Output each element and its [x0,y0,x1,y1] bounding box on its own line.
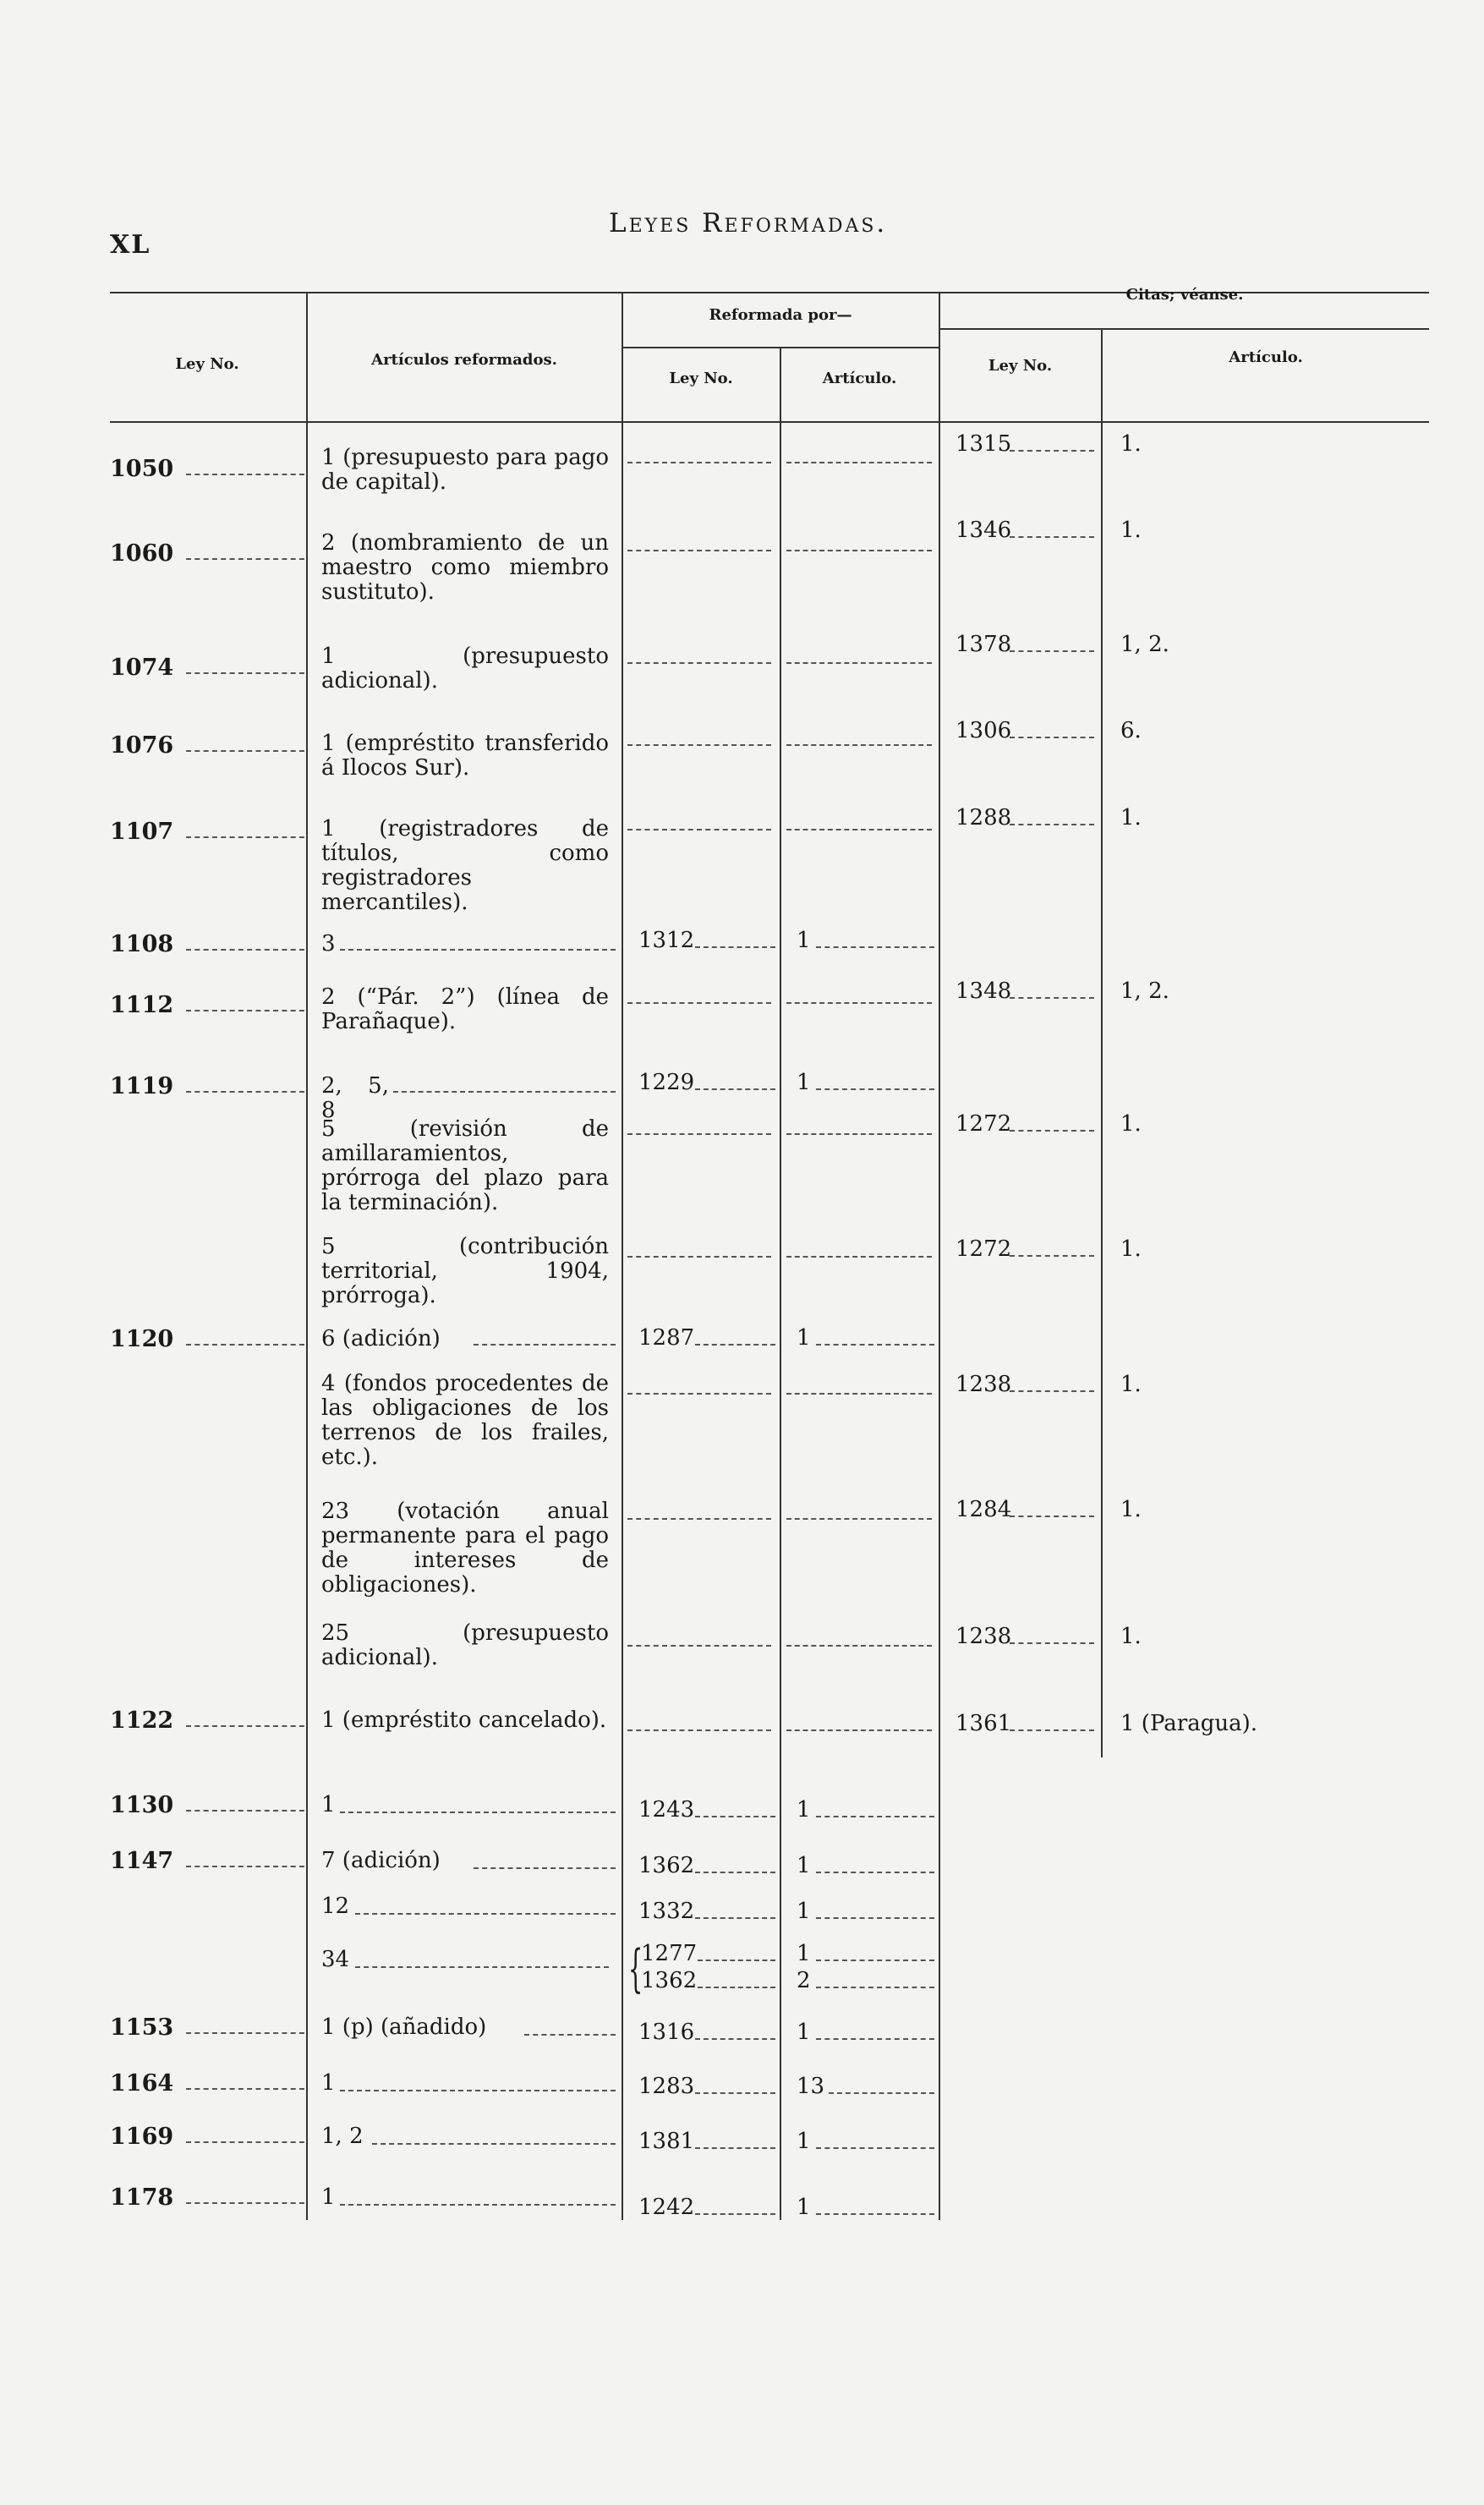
articulo-text: 5 (contribución territorial, 1904, prórroga). [321,1234,609,1308]
ref-articulo: 1 [797,1070,811,1095]
leader-dots [474,1867,616,1869]
cita-articulo: 1. [1120,1236,1142,1262]
leader-dots [786,1256,932,1258]
articulo-text: 1 (p) (añadido) [321,2014,487,2040]
leader-dots [186,474,304,475]
leader-dots [1010,1390,1094,1392]
leader-dots [816,1088,934,1090]
ley-number: 1122 [110,1708,174,1734]
leader-dots [1010,1729,1094,1731]
leader-dots [1010,1130,1094,1132]
cita-ley: 1315 [956,431,1012,457]
ley-number: 1050 [110,457,174,482]
ref-articulo: 1 [797,2129,811,2154]
leader-dots [816,1872,934,1873]
leader-dots [186,558,304,560]
articulo-text: 1 (registradores de títulos, como registradores mercantiles). [321,816,609,915]
leader-dots [786,1002,932,1004]
articulo-text: 7 (adición) [321,1848,441,1873]
leader-dots [186,1010,304,1011]
leader-dots [698,1987,775,1988]
articulo-text: 1 (presupuesto para pago de capital). [321,445,609,495]
articulo-text: 5 (revisión de amillaramientos, prórroga del plazo para la terminación). [321,1116,609,1215]
leader-dots [627,1002,771,1004]
leader-dots [695,2092,775,2094]
ref-ley: 1243 [638,1797,695,1823]
cita-ley: 1378 [956,632,1012,657]
ley-number: 1107 [110,819,174,845]
articulo-text: 1, 2 [321,2124,364,2149]
articulo-text: 2 (“Pár. 2”) (línea de Parañaque). [321,984,609,1034]
leader-dots [186,2032,304,2034]
leader-dots [786,662,932,664]
leader-dots [627,1729,771,1731]
leader-dots [355,1913,616,1915]
leader-dots [627,829,771,830]
cita-ley: 1272 [956,1111,1012,1137]
brace: { [628,1939,643,1998]
leader-dots [786,1729,932,1731]
col-header-cita-articulo: Artículo. [1229,348,1303,366]
ref-ley: 1283 [638,2074,695,2099]
col-header-cita-ley-no: Ley No. [988,357,1053,375]
ley-number: 1074 [110,655,174,681]
cita-articulo: 1 (Paragua). [1120,1711,1258,1736]
cita-articulo: 1. [1120,1624,1142,1649]
ley-number: 1119 [110,1074,174,1099]
cita-articulo: 1, 2. [1120,632,1169,657]
cita-ley: 1238 [956,1624,1012,1649]
col-rule-5 [1101,328,1103,1757]
leader-dots [786,829,932,830]
articulo-text: 34 [321,1947,350,1972]
ley-number: 1178 [110,2185,174,2211]
cita-ley: 1306 [956,718,1012,743]
ref-ley: 1287 [638,1325,695,1351]
leader-dots [627,662,771,664]
ref-ley: 1332 [638,1899,695,1924]
ref-articulo: 13 [797,2074,825,2099]
ley-number: 1112 [110,993,174,1018]
leader-dots [186,2088,304,2090]
leader-dots [627,744,771,746]
leader-dots [186,836,304,838]
ley-number: 1108 [110,932,174,957]
ley-number: 1169 [110,2124,174,2150]
ley-number: 1130 [110,1793,174,1818]
col-header-ref-articulo: Artículo. [822,370,897,387]
ref-ley: 1362 [641,1968,698,1993]
articulo-text: 6 (adición) [321,1326,441,1351]
col-header-ley-no: Ley No. [175,355,239,373]
articulo-text: 1 [321,2070,336,2096]
leader-dots [186,1725,304,1727]
leader-dots [786,462,932,463]
leader-dots [816,1960,934,1961]
leader-dots [627,1518,771,1520]
leader-dots [1010,737,1094,738]
leader-dots [1010,450,1094,452]
leader-dots [695,946,775,948]
cita-ley: 1346 [956,518,1012,543]
cita-ley: 1238 [956,1372,1012,1397]
col-rule-4 [939,292,940,2220]
leader-dots [816,1917,934,1919]
leader-dots [786,1133,932,1135]
leader-dots [1010,650,1094,652]
leader-dots [786,1645,932,1647]
col-header-articulos: Artículos reformados. [371,351,557,369]
ref-ley: 1312 [638,928,695,953]
leader-dots [816,2147,934,2149]
col-header-ref-ley-no: Ley No. [669,370,733,387]
leader-dots [816,1987,934,1988]
leader-dots [1010,536,1094,538]
ref-articulo: 1 [797,1325,811,1351]
leader-dots [186,750,304,752]
articulo-text: 2, 5, 8 [321,1073,389,1123]
leader-dots [355,1966,609,1968]
articulo-text: 1 [321,1792,336,1817]
leader-dots [186,1866,304,1867]
col-rule-1 [306,292,308,2220]
leader-dots [829,2092,934,2094]
ley-number: 1164 [110,2071,174,2097]
leader-dots [474,1344,616,1346]
ref-ley: 1316 [638,2020,695,2045]
ref-articulo: 2 [797,1968,811,1993]
articulo-text: 2 (nombramiento de un maestro como miembro sustituto). [321,530,609,605]
leader-dots [695,1088,775,1090]
ref-ley: 1242 [638,2195,695,2220]
leader-dots [816,1344,934,1346]
articulo-text: 12 [321,1894,350,1919]
ref-ley: 1381 [638,2129,695,2154]
ley-number: 1120 [110,1327,174,1352]
leader-dots [627,1133,771,1135]
leader-dots [627,462,771,463]
cita-articulo: 1. [1120,518,1142,543]
leader-dots [695,2147,775,2149]
leader-dots [695,1816,775,1817]
ref-articulo: 1 [797,1899,811,1924]
col-rule-3 [780,347,781,2220]
header-bottom-rule [110,421,1429,423]
col-header-citas: Citas; véanse. [1125,286,1244,304]
cita-articulo: 1. [1120,1372,1142,1397]
leader-dots [816,2213,934,2215]
leader-dots [816,2038,934,2040]
leader-dots [1010,1516,1094,1517]
leader-dots [340,949,616,951]
leader-dots [695,2213,775,2215]
cita-articulo: 1. [1120,1111,1142,1137]
cita-ley: 1272 [956,1236,1012,1262]
ref-ley: 1362 [638,1853,695,1878]
leader-dots [186,1810,304,1812]
cita-articulo: 1. [1120,1497,1142,1522]
ley-number: 1060 [110,541,174,567]
cita-ley: 1288 [956,805,1012,830]
leader-dots [186,1091,304,1093]
cita-articulo: 1. [1120,805,1142,830]
ref-articulo: 1 [797,1853,811,1878]
leader-dots [627,1393,771,1395]
cita-articulo: 1, 2. [1120,978,1169,1004]
ref-ley: 1277 [641,1941,698,1966]
cita-ley: 1348 [956,978,1012,1004]
ref-articulo: 1 [797,928,811,953]
leader-dots [816,946,934,948]
articulo-text: 3 [321,931,336,957]
leader-dots [698,1960,775,1961]
leader-dots [524,2034,616,2036]
col-rule-2 [622,292,623,2220]
leader-dots [340,1812,616,1813]
articulo-text: 23 (votación anual permanente para el pago de intereses de obligaciones). [321,1499,609,1598]
cita-articulo: 6. [1120,718,1142,743]
leader-dots [186,1344,304,1346]
cita-ley: 1361 [956,1711,1012,1736]
leader-dots [695,1872,775,1873]
cita-ley: 1284 [956,1497,1012,1522]
articulo-text: 4 (fondos procedentes de las obligaciones de los terrenos de los frailes, etc.). [321,1371,609,1470]
subheader-rule-citas [939,328,1429,330]
leader-dots [627,1645,771,1647]
leader-dots [786,1393,932,1395]
leader-dots [1010,1642,1094,1644]
ref-articulo: 1 [797,2195,811,2220]
leader-dots [627,1256,771,1258]
leader-dots [695,2038,775,2040]
ley-number: 1153 [110,2015,174,2041]
leader-dots [186,949,304,951]
cita-articulo: 1. [1120,431,1142,457]
articulo-text: 1 (presupuesto adicional). [321,644,609,693]
leader-dots [627,550,771,551]
articulo-text: 1 [321,2184,336,2210]
leader-dots [1010,1255,1094,1257]
leader-dots [816,1816,934,1817]
leader-dots [1010,997,1094,999]
articulo-text: 1 (empréstito cancelado). [321,1707,607,1733]
ref-articulo: 1 [797,1941,811,1966]
leader-dots [186,672,304,674]
leader-dots [695,1917,775,1919]
ref-ley: 1229 [638,1070,695,1095]
leader-dots [372,2143,616,2145]
ref-articulo: 1 [797,1797,811,1823]
ref-articulo: 1 [797,2020,811,2045]
articulo-text: 25 (presupuesto adicional). [321,1620,609,1670]
ley-number: 1076 [110,733,174,759]
leader-dots [786,1518,932,1520]
ley-number: 1147 [110,1849,174,1874]
leader-dots [786,550,932,551]
leader-dots [786,744,932,746]
page-numeral: XL [110,230,151,260]
leader-dots [186,2202,304,2204]
col-header-reformada-por: Reformada por— [709,306,852,324]
leader-dots [186,2141,304,2143]
leader-dots [1010,824,1094,825]
leader-dots [340,2204,616,2206]
leader-dots [695,1344,775,1346]
leader-dots [393,1091,616,1093]
articulo-text: 1 (empréstito transferido á Ilocos Sur). [321,731,609,781]
leader-dots [340,2090,616,2091]
page-title: Leyes Reformadas. [609,208,888,238]
